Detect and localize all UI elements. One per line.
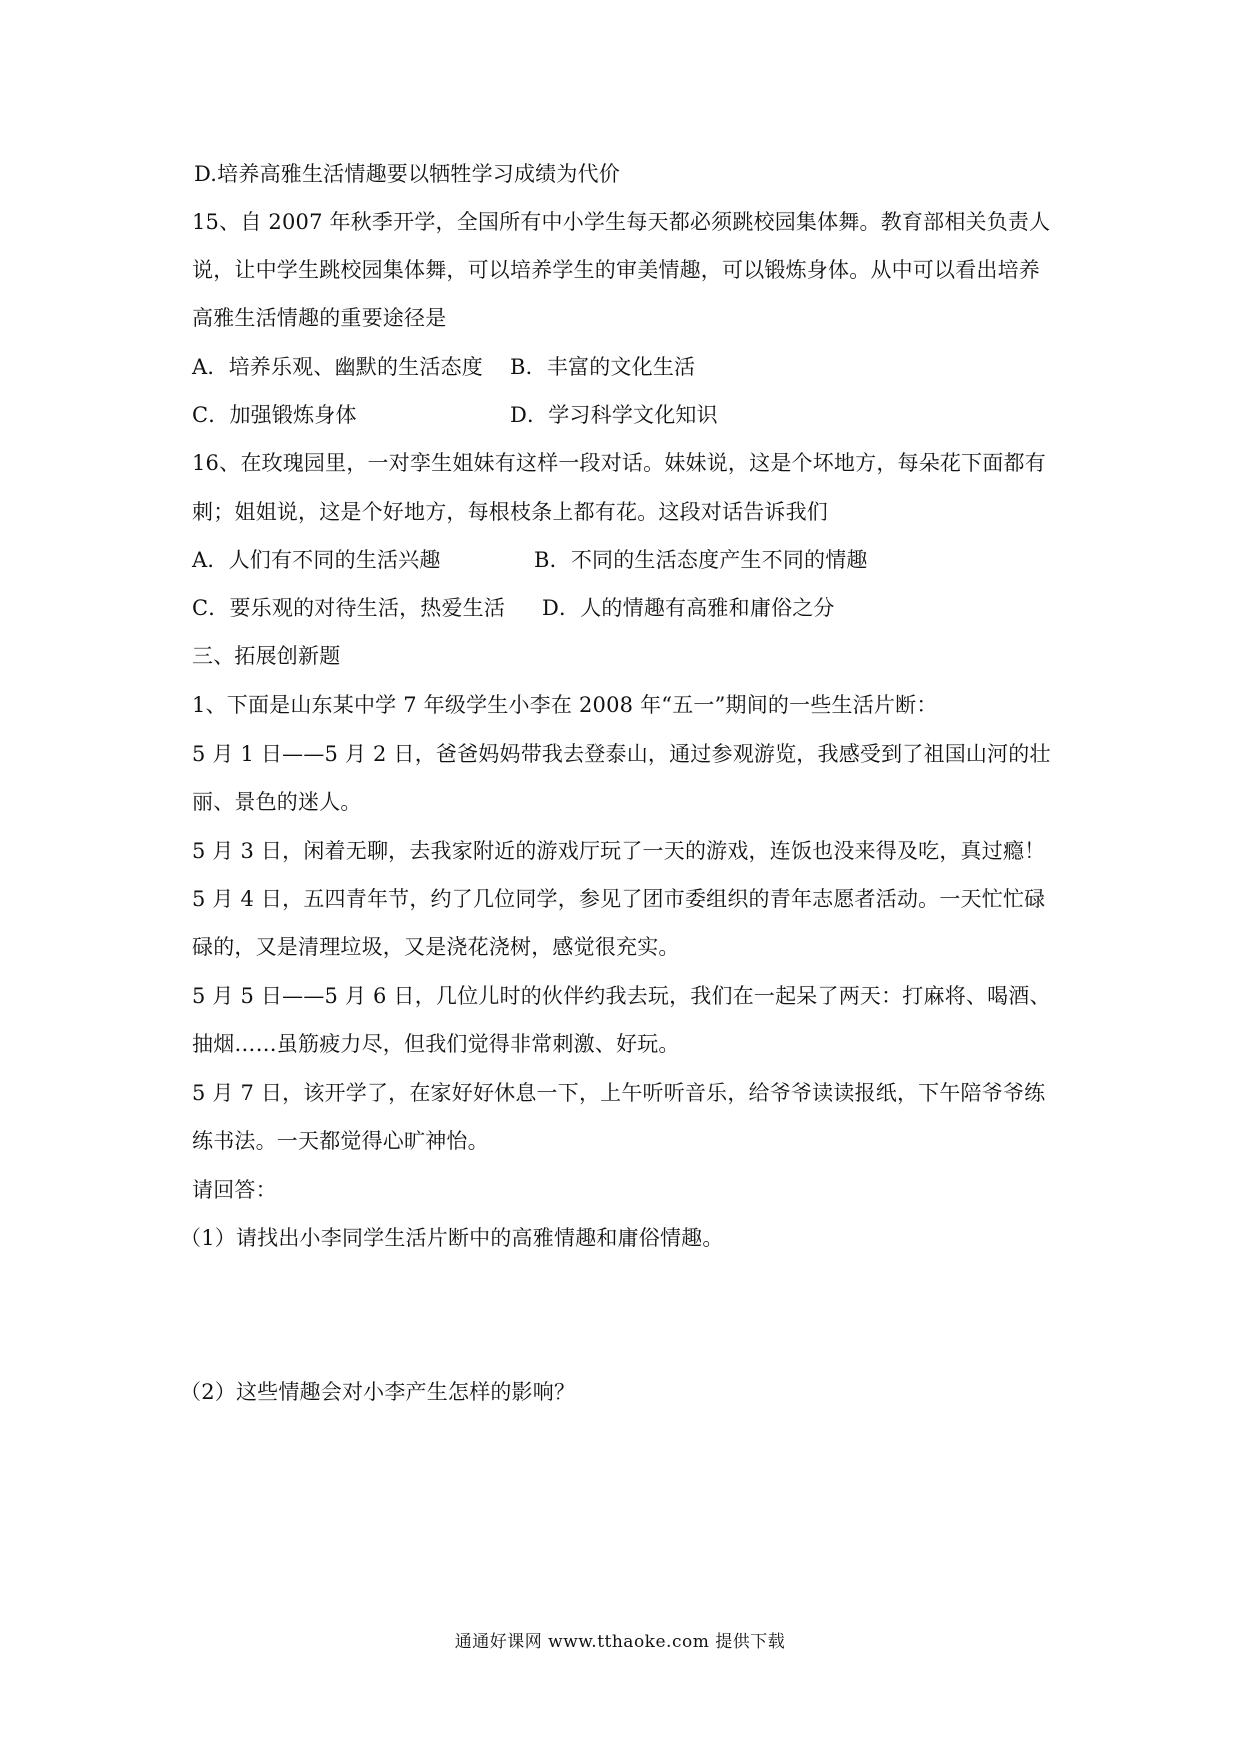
q15-stem-line-1: 15、自 2007 年秋季开学，全国所有中小学生每天都必须跳校园集体舞。教育部相关负责人 (192, 210, 1051, 234)
sub-question-1: （1）请找出小李同学生活片断中的高雅情趣和庸俗情趣。 (180, 1226, 724, 1250)
q15-options-row-2 (192, 405, 718, 426)
q15-option-d: D．学习科学文化知识 (510, 403, 718, 427)
case-may7-line-2: 练书法。一天都觉得心旷神怡。 (192, 1129, 489, 1153)
q16-option-c: C．要乐观的对待生活，热爱生活 (192, 596, 506, 620)
case-may4-line-1: 5 月 4 日，五四青年节，约了几位同学，参见了团市委组织的青年志愿者活动。一天忙忙碌 (192, 887, 1046, 911)
case-intro: 1、下面是山东某中学 7 年级学生小李在 2008 年“五一”期间的一些生活片断： (192, 693, 938, 717)
q16-option-b: B．不同的生活态度产生不同的情趣 (534, 548, 868, 572)
q16-options-row-1 (192, 550, 868, 571)
q16-options-row-2 (192, 598, 835, 619)
case-may1-line-2: 丽、景色的迷人。 (192, 790, 362, 814)
answer-prompt: 请回答： (192, 1178, 277, 1202)
q14-option-d: D.培养高雅生活情趣要以牺牲学习成绩为代价 (194, 162, 620, 186)
q15-option-a: A．培养乐观、幽默的生活态度 (192, 355, 483, 379)
q15-option-b: B．丰富的文化生活 (510, 355, 696, 379)
q16-option-d: D．人的情趣有高雅和庸俗之分 (542, 596, 835, 620)
case-may1-line-1: 5 月 1 日——5 月 2 日，爸爸妈妈带我去登泰山，通过参观游览，我感受到了祖国山河的壮 (192, 742, 1051, 766)
q15-stem-line-2: 说，让中学生跳校园集体舞，可以培养学生的审美情趣，可以锻炼身体。从中可以看出培养 (192, 258, 1040, 282)
section-heading: 三、拓展创新题 (192, 644, 341, 668)
case-may3: 5 月 3 日，闲着无聊，去我家附近的游戏厅玩了一天的游戏，连饭也没来得及吃，真过瘾！ (192, 839, 1046, 863)
q16-option-a: A．人们有不同的生活兴趣 (192, 548, 441, 572)
q15-option-c: C．加强锻炼身体 (192, 403, 357, 427)
sub-question-2: （2）这些情趣会对小李产生怎样的影响？ (180, 1380, 576, 1404)
case-may7-line-1: 5 月 7 日，该开学了，在家好好休息一下，上午听听音乐，给爷爷读读报纸，下午陪爷爷练 (192, 1081, 1046, 1105)
q15-options-row-1 (192, 357, 695, 378)
page-footer: 通通好课网 www.tthaoke.com 提供下载 (454, 1632, 786, 1652)
case-may4-line-2: 碌的，又是清理垃圾，又是浇花浇树，感觉很充实。 (192, 935, 680, 959)
q15-stem-line-3: 高雅生活情趣的重要途径是 (192, 306, 447, 330)
case-may5-line-2: 抽烟……虽筋疲力尽，但我们觉得非常刺激、好玩。 (192, 1032, 680, 1056)
q16-stem-line-2: 刺；姐姐说，这是个好地方，每根枝条上都有花。这段对话告诉我们 (192, 500, 828, 524)
q16-stem-line-1: 16、在玫瑰园里，一对孪生姐妹有这样一段对话。妹妹说，这是个坏地方，每朵花下面都有 (192, 451, 1046, 475)
case-may5-line-1: 5 月 5 日——5 月 6 日，几位儿时的伙伴约我去玩，我们在一起呆了两天：打麻将、喝酒、 (192, 984, 1051, 1008)
